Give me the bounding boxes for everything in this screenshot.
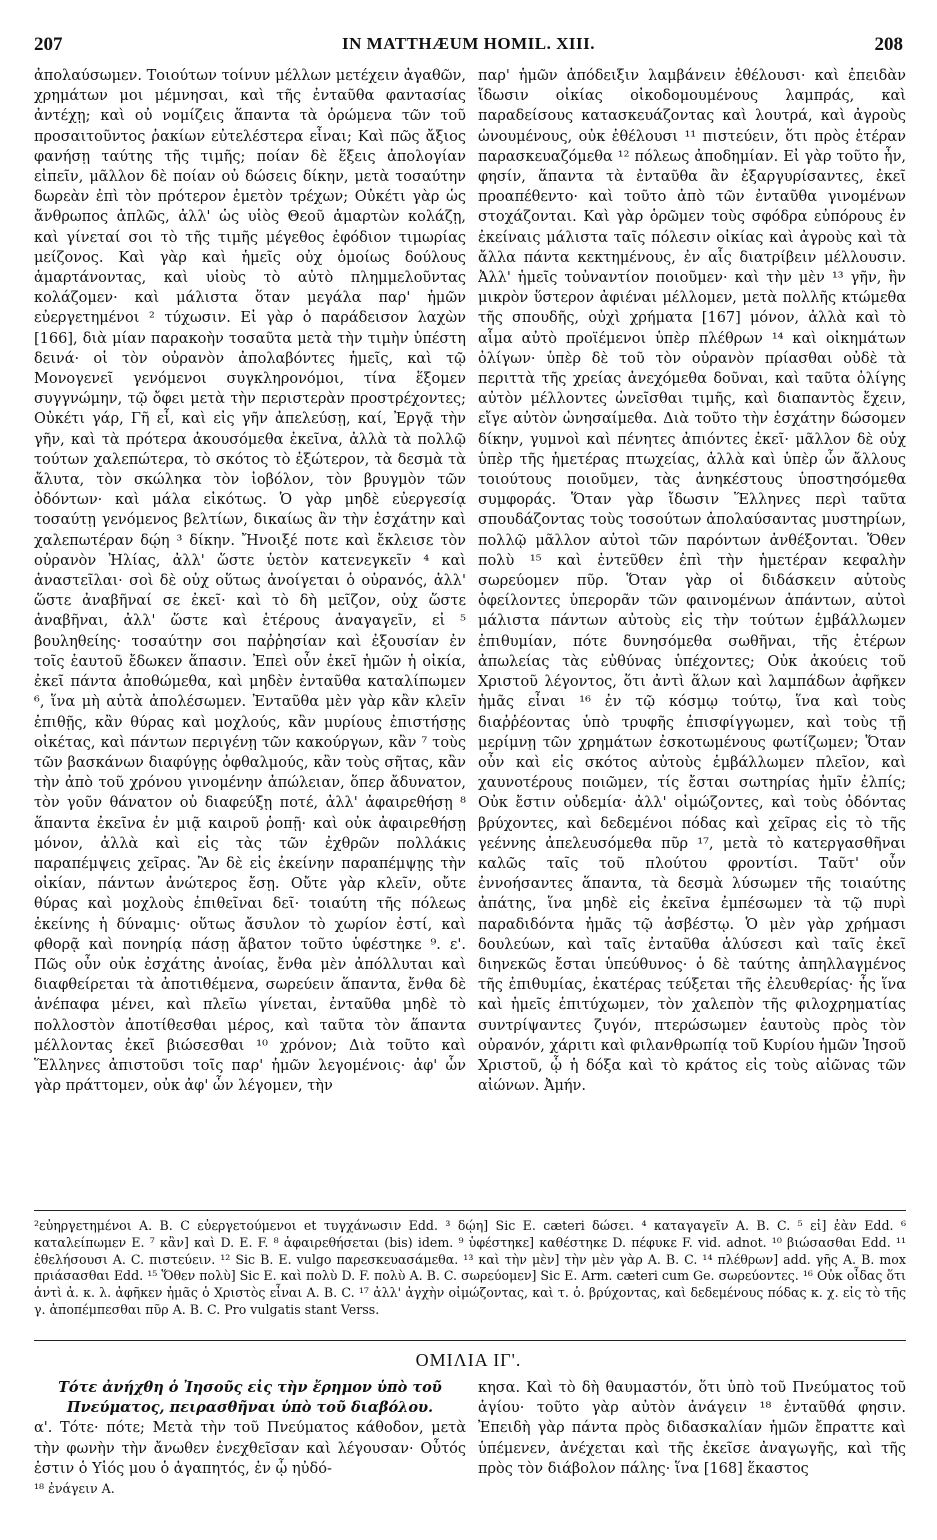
- homily-footnote: ¹⁸ ἐνάγειν A.: [34, 1481, 115, 1497]
- left-text-column: [34, 66, 466, 1204]
- right-column-text: παρ' ἡμῶν ἀπόδειξιν λαμβάνειν ἐθέλουσι· καὶ ἐπειδὰν ἴδωσιν οἰκίας οἰκοδομουμένους λαμπράς, καὶ παραδείσους κατασκευάζοντας καὶ λουτρά, καὶ ἀγροὺς ὠνουμένους, οὐκ ἐθέλουσι ¹¹ πιστεύειν, ὅτι πρὸς ἑτέραν παρασκευαζόμεθα ¹² πόλεως ἀποδημίαν. Εἰ γὰρ τοῦτο ἦν, φησίν, ἅπαντα τὰ ἐνταῦθα ἂν ἐξαργυρίσαντες, ἐκεῖ προαπέθεντο· καὶ τοῦτο ἀπὸ τῶν ἐνταῦθα γινομένων στοχάζονται. Καὶ γὰρ ὁρῶμεν τοὺς σφόδρα εὐπόρους ἐν ἐκείναις μάλιστα ταῖς πόλεσιν οἰκίας καὶ ἀγροὺς καὶ τὰ ἄλλα πάντα κεκτημένους, ἐν αἷς διατρίβειν μέλλουσιν. Ἀλλ' ἡμεῖς τοὐναντίον ποιοῦμεν· καὶ τὴν μὲν ¹³ γῆν, ἣν μικρὸν ὕστερον ἀφιέναι μέλλομεν, μετὰ πολλῆς κτώμεθα τῆς σπουδῆς, οὐχὶ χρήματα [167] μόνον, ἀλλὰ καὶ τὸ αἷμα αὐτὸ προϊέμενοι ὑπὲρ πλέθρων ¹⁴ καὶ οἰκημάτων ὀλίγων· ὑπὲρ δὲ τοῦ τὸν οὐρανὸν πρίασθαι οὐδὲ τὰ περιττὰ τῆς χρείας ἀνεχόμεθα δοῦναι, καὶ ταῦτα ὀλίγης αὐτὸν μέλλοντες ὠνεῖσθαι τιμῆς, καὶ διαπαντὸς ἔχειν, εἴγε αὐτὸν ὠνησαίμεθα. Διὰ τοῦτο τὴν ἐσχάτην δώσομεν δίκην, γυμνοὶ καὶ πένητες ἀπιόντες ἐκεῖ· μᾶλλον δὲ οὐχ ὑπὲρ τῆς ἡμετέρας πτωχείας, ἀλλὰ καὶ ὑπὲρ ὧν ἄλλους τοιούτους ποιοῦμεν, τὰς ἀνηκέστους ὑποστησόμεθα συμφοράς. Ὅταν γὰρ ἴδωσιν Ἕλληνες περὶ ταῦτα σπουδάζοντας τοὺς τοσούτων ἀπολαύσαντας μυστηρίων, πολλῷ μᾶλλον αὐτοὶ τῶν παρόντων ἀνθέξονται. Ὅθεν πολὺ ¹⁵ καὶ ἐντεῦθεν ἐπὶ τὴν ἡμετέραν κεφαλὴν σωρεύομεν πῦρ. Ὅταν γὰρ οἱ διδάσκειν αὐτοὺς ὀφείλοντες ὑπερορᾶν τῶν φαινομένων ἁπάντων, αὐτοὶ μάλιστα πάντων αὐτοὺς εἰς τὴν τούτων ἐμβάλλωμεν ἐπιθυμίαν, πότε δυνησόμεθα σωθῆναι, τῆς ἑτέρων ἀπωλείας τὰς εὐθύνας ὑπέχοντες; Οὐκ ἀκούεις τοῦ Χριστοῦ λέγοντος, ὅτι ἀντὶ ἅλων καὶ λαμπάδων ἀφῆκεν ἡμᾶς εἶναι ¹⁶ ἐν τῷ κόσμῳ τούτῳ, ἵνα καὶ τοὺς διαῤῥέοντας ὑπὸ τρυφῆς ἐπισφίγγωμεν, καὶ τοὺς τῇ μερίμνῃ τῶν χρημάτων ἐσκοτωμένους φωτίζωμεν; Ὅταν οὖν καὶ εἰς σκότος αὐτοὺς ἐμβάλλωμεν πλεῖον, καὶ χαυνοτέρους ποιῶμεν, τίς ἔσται σωτηρίας ἡμῖν ἐλπίς; Οὐκ ἔστιν οὐδεμία· ἀλλ' οἰμώζοντες, καὶ τοὺς ὀδόντας βρύχοντες, καὶ δεδεμένοι πόδας καὶ χεῖρας εἰς τὸ τῆς γεέννης ἀπελευσόμεθα πῦρ ¹⁷, μετὰ τὸ κατεργασθῆναι καλῶς ταῖς τοῦ πλούτου φροντίσι. Ταῦτ' οὖν ἐννοήσαντες ἅπαντα, τὰ δεσμὰ λύσωμεν τῆς τοιαύτης ἀπάτης, ἵνα μηδὲ εἰς ἐκεῖνα ἐμπέσωμεν τὰ τῷ πυρὶ παραδιδόντα ἡμᾶς τῷ ἀσβέστῳ. Ὁ μὲν γὰρ χρήμασι δουλεύων, καὶ ταῖς ἐνταῦθα ἁλύσεσι καὶ ταῖς ἐκεῖ διηνεκῶς ἔσται ὑπεύθυνος· ὁ δὲ ταύτης ἀπηλλαγμένος τῆς ἐπιθυμίας, ἑκατέρας τεύξεται τῆς ἐλευθερίας· ἧς ἵνα καὶ ἡμεῖς ἐπιτύχωμεν, τὸν χαλεπὸν τῆς φιλοχρηματίας συντρίψαντες ζυγόν, πτερώσωμεν ἑαυτοὺς πρὸς τὸν οὐρανόν, χάριτι καὶ φιλανθρωπίᾳ τοῦ Κυρίου ἡμῶν Ἰησοῦ Χριστοῦ, ᾧ ἡ δόξα καὶ τὸ κράτος εἰς τοὺς αἰῶνας τῶν αἰώνων. Ἀμήν.: [478, 68, 906, 1095]
- homily-left-text: α'. Τότε· πότε; Μετὰ τὴν τοῦ Πνεύματος κάθοδον, μετὰ τὴν φωνὴν τὴν ἄνωθεν ἐνεχθεῖσαν καὶ λέγουσαν· Οὗτός ἐστιν ὁ Υἱός μου ὁ ἀγαπητός, ἐν ᾧ ηὐδό-: [34, 1420, 466, 1477]
- homily-right-column: [478, 1378, 906, 1528]
- homily-title: ΟΜΙΛΙΑ ΙΓ'.: [415, 1350, 522, 1370]
- homily-divider: [34, 1340, 906, 1341]
- footnote-divider: [34, 1210, 906, 1211]
- footnotes-text: ²εὐηργετημένοι A. B. C εὐεργετούμενοι et τυγχάνωσιν Edd. ³ δῴη] Sic E. cæteri δώσει. ⁴ καταγαγεῖν A. B. C. ⁵ εἰ] ἐὰν Edd. ⁶ καταλείπωμεν E. ⁷ κἂν] καὶ D. E. F. ⁸ ἀφαιρεθήσεται (bis) idem. ⁹ ὑφέστηκε] καθέστηκε D. πέφυκε F. vid. adnot. ¹⁰ βιώσασθαι Edd. ¹¹ ἐθελήσουσι A. C. πιστεύειν. ¹² Sic B. E. vulgo παρεσκευασάμεθα. ¹³ καὶ τὴν μὲν] τὴν μὲν γὰρ A. B. C. ¹⁴ πλέθρων] add. γῆς A. B. mox πριάσασθαι Edd. ¹⁵ Ὅθεν πολὺ] Sic E. καὶ πολὺ D. F. πολὺ A. B. C. σωρεύομεν] Sic E. Arm. cæteri cum Ge. σωρεύοντες. ¹⁶ Οὐκ οἶδας ὅτι ἀντὶ ἁ. κ. λ. ἀφῆκεν ἡμᾶς ὁ Χριστὸς εἶναι A. B. C. ¹⁷ ἀλλ' ἀγχὴν οἰμώζοντας, καὶ τ. ὀ. βρύχοντας, καὶ δεδεμένους πόδας κ. χ. εἰς τὸ τῆς γ. ἀποπέμπεσθαι πῦρ A. B. C. Pro vulgatis stant Verss.: [34, 1218, 906, 1317]
- running-head: [34, 34, 903, 58]
- scripture-verse: Τότε ἀνήχθη ὁ Ἰησοῦς εἰς τὴν ἔρημον ὑπὸ τοῦ Πνεύματος, πειρασθῆναι ὑπὸ τοῦ διαβόλου.: [58, 1379, 442, 1417]
- homily-left-column: [34, 1378, 466, 1528]
- right-text-column: [478, 66, 906, 1204]
- running-title: IN MATTHÆUM HOMIL. XIII.: [342, 34, 595, 53]
- homily-right-text: κησα. Καὶ τὸ δὴ θαυμαστόν, ὅτι ὑπὸ τοῦ Πνεύματος τοῦ ἁγίου· τοῦτο γὰρ αὐτὸν ἀνάγειν ¹⁸ ἐνταῦθά φησιν. Ἐπειδὴ γὰρ πάντα πρὸς διδασκαλίαν ἡμῶν ἔπραττε καὶ ὑπέμενεν, ἀνέχεται καὶ τῆς ἐκεῖσε ἀναγωγῆς, καὶ τῆς πρὸς τὸν διάβολον πάλης· ἵνα [168] ἕκαστος: [478, 1380, 906, 1477]
- footnotes: [34, 1218, 906, 1330]
- page-number-left: 207: [34, 34, 63, 55]
- page-number-right: 208: [874, 34, 903, 55]
- left-column-text: ἀπολαύσωμεν. Τοιούτων τοίνυν μέλλων μετέχειν ἀγαθῶν, χρημάτων μοι μέμνησαι, καὶ τῆς ἐνταῦθα φαντασίας ἀντέχῃ; καὶ οὐ νομίζεις ἅπαντα τὰ ὁρώμενα τῶν τοῦ προσαιτοῦντος ῥακίων εὐτελέστερα εἶναι; Καὶ πῶς ἄξιος φανήσῃ ταύτης τῆς τιμῆς; ποίαν δὲ ἕξεις ἀπολογίαν εἰπεῖν, μᾶλλον δὲ ποίαν οὐ δώσεις δίκην, μετὰ τοσαύτην δωρεὰν ἐπὶ τὸν πρότερον ἐμετὸν τρέχων; Οὐκέτι γὰρ ὡς ἄνθρωπος ἁπλῶς, ἀλλ' ὡς υἱὸς Θεοῦ ἁμαρτὼν κολάζῃ, καὶ γίνεταί σοι τὸ τῆς τιμῆς μέγεθος ἐφόδιον τιμωρίας μείζονος. Καὶ γὰρ καὶ ἡμεῖς οὐχ ὁμοίως δούλους ἁμαρτάνοντας, καὶ υἱοὺς τὸ αὐτὸ πλημμελοῦντας κολάζομεν· καὶ μάλιστα ὅταν μεγάλα παρ' ἡμῶν εὐεργετημένοι ² τύχωσιν. Εἰ γὰρ ὁ παράδεισον λαχὼν [166], διὰ μίαν παρακοὴν τοσαῦτα μετὰ τὴν τιμὴν ὑπέστη δεινά· οἱ τὸν οὐρανὸν ἀπολαβόντες ἡμεῖς, καὶ τῷ Μονογενεῖ γενόμενοι συγκληρονόμοι, τίνα ἕξομεν συγγνώμην, τῷ ὄφει μετὰ τὴν περιστερὰν προστρέχοντες; Οὐκέτι γάρ, Γῆ εἶ, καὶ εἰς γῆν ἀπελεύσῃ, καί, Ἐργᾷ τὴν γῆν, καὶ τὰ πρότερα ἀκουσόμεθα ἐκεῖνα, ἀλλὰ τὰ πολλῷ τούτων χαλεπώτερα, τὸ σκότος τὸ ἐξώτερον, τὰ δεσμὰ τὰ ἄλυτα, τὸν σκώληκα τὸν ἰοβόλον, τὸν βρυγμὸν τῶν ὀδόντων· καὶ μάλα εἰκότως. Ὁ γὰρ μηδὲ εὐεργεσίᾳ τοσαύτῃ γενόμενος βελτίων, δικαίως ἂν τὴν ἐσχάτην καὶ χαλεπωτέραν δῴη ³ δίκην. Ἤνοιξέ ποτε καὶ ἔκλεισε τὸν οὐρανὸν Ἠλίας, ἀλλ' ὥστε ὑετὸν κατενεγκεῖν ⁴ καὶ ἀναστεῖλαι· σοὶ δὲ οὐχ οὕτως ἀνοίγεται ὁ οὐρανός, ἀλλ' ὥστε ἀναβῆναί σε ἐκεῖ· καὶ τὸ δὴ μεῖζον, οὐχ ὥστε ἀναβῆναι, ἀλλ' ὥστε καὶ ἑτέρους ἀναγαγεῖν, εἰ ⁵ βουληθείης· τοσαύτην σοι παῤῥησίαν καὶ ἐξουσίαν ἐν τοῖς ἑαυτοῦ ἔδωκεν ἅπασιν. Ἐπεὶ οὖν ἐκεῖ ἡμῶν ἡ οἰκία, ἐκεῖ πάντα ἀποθώμεθα, καὶ μηδὲν ἐνταῦθα καταλίπωμεν ⁶, ἵνα μὴ αὐτὰ ἀπολέσωμεν. Ἐνταῦθα μὲν γὰρ κἂν κλεῖν ἐπιθῇς, κἂν θύρας καὶ μοχλούς, κἂν μυρίους ἐπιστήσῃς οἰκέτας, καὶ πάντων περιγένῃ τῶν κακούργων, κἂν ⁷ τοὺς τῶν βασκάνων διαφύγῃς ὀφθαλμούς, κἂν τοὺς σῆτας, κἂν τὴν ἀπὸ τοῦ χρόνου γινομένην ἀπώλειαν, ὅπερ ἄδυνατον, τὸν γοῦν θάνατον οὐ διαφεύξῃ ποτέ, ἀλλ' ἀφαιρεθήσῃ ⁸ ἅπαντα ἐκεῖνα ἐν μιᾷ καιροῦ ῥοπῇ· καὶ οὐκ ἀφαιρεθήσῃ μόνον, ἀλλὰ καὶ εἰς τὰς τῶν ἐχθρῶν πολλάκις παραπέμψεις χεῖρας. Ἂν δὲ εἰς ἐκείνην παραπέμψῃς τὴν οἰκίαν, πάντων ἀνώτερος ἔσῃ. Οὔτε γὰρ κλεῖν, οὔτε θύρας καὶ μοχλοὺς ἐπιθεῖναι δεῖ· τοιαύτη τῆς πόλεως ἐκείνης ἡ δύναμις· οὕτως ἄσυλον τὸ χωρίον ἐστί, καὶ φθορᾷ καὶ πονηρίᾳ πάσῃ ἄβατον τοῦτο ὑφέστηκε ⁹. ε'. Πῶς οὖν οὐκ ἐσχάτης ἀνοίας, ἔνθα μὲν ἀπόλλυται καὶ διαφθείρεται τὰ ἀποτιθέμενα, σωρεύειν ἅπαντα, ἔνθα δὲ ἀνέπαφα μένει, καὶ πλεῖω γίνεται, ἐνταῦθα μηδὲ τὸ πολλοστὸν ἀποτίθεσθαι μέρος, καὶ ταῦτα τὸν ἅπαντα μέλλοντας ἐκεῖ βιώσεσθαι ¹⁰ χρόνον; Διὰ τοῦτο καὶ Ἕλληνες ἀπιστοῦσι τοῖς παρ' ἡμῶν λεγομένοις· ἀφ' ὧν γὰρ πράττομεν, οὐκ ἀφ' ὧν λέγομεν, τὴν: [34, 68, 466, 1095]
